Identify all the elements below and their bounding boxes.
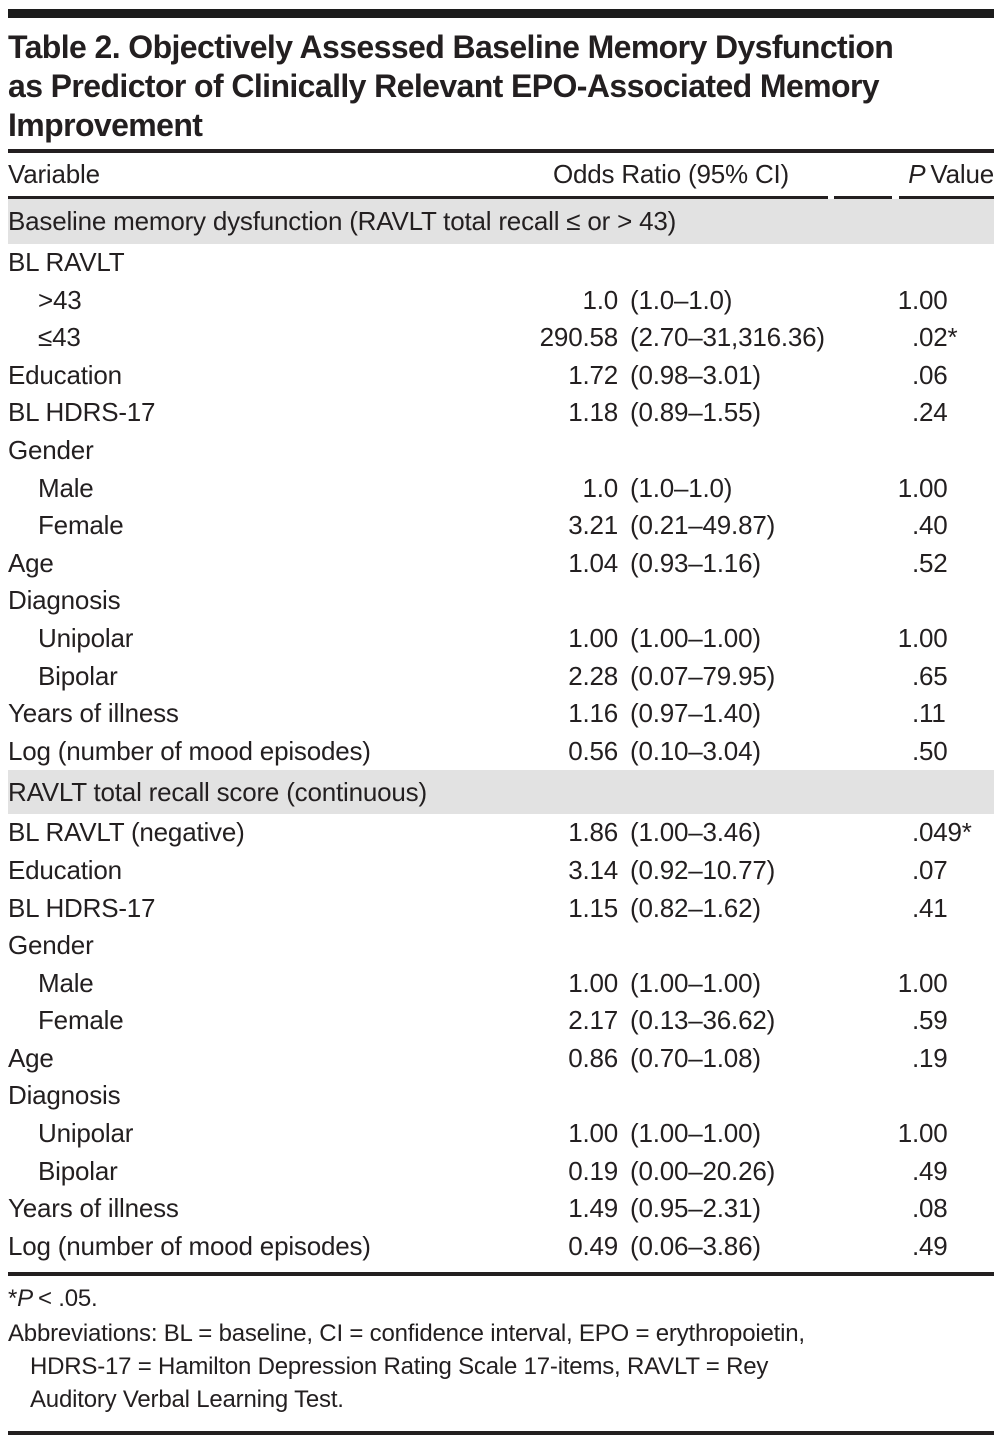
odds-ratio-value: 1.00: [568, 967, 618, 998]
odds-ratio-value: 0.19: [568, 1155, 618, 1186]
confidence-interval-value: (2.70–31,316.36): [630, 322, 825, 353]
table-header-row: [8, 153, 994, 196]
table-row: [8, 357, 994, 395]
odds-ratio-value: 1.16: [568, 698, 618, 729]
confidence-interval-value: (0.93–1.16): [630, 547, 761, 578]
table-row: [8, 927, 994, 965]
table-row: [8, 733, 994, 771]
row-label: BL HDRS-17: [8, 397, 156, 428]
p-value-fraction-part: .00: [912, 1118, 948, 1149]
p-value-fraction-part: .07: [912, 854, 948, 885]
confidence-interval-value: (0.10–3.04): [630, 735, 761, 766]
row-label: Female: [38, 1005, 124, 1036]
row-label: BL RAVLT (negative): [8, 817, 245, 848]
p-value-fraction-part: .00: [912, 284, 948, 315]
confidence-interval-value: (0.95–2.31): [630, 1193, 761, 1224]
p-value-fraction-part: .65: [912, 660, 948, 691]
odds-ratio-value: 1.18: [568, 397, 618, 428]
p-value-integer-part: 1: [897, 1118, 912, 1149]
p-value-integer-part: 1: [897, 284, 912, 315]
odds-ratio-value: [530, 927, 630, 965]
column-header-variable: Variable: [8, 159, 100, 189]
row-label: Diagnosis: [8, 1080, 121, 1111]
row-label: Education: [8, 854, 122, 885]
table-title: Table 2. Objectively Assessed Baseline Memory Dysfunction as Predictor of Clinically Relevant EPO-Associated Memory Improvement: [8, 29, 894, 143]
row-label: Age: [8, 1042, 54, 1073]
odds-ratio-value: 3.14: [568, 854, 618, 885]
row-label: Male: [38, 967, 94, 998]
table-row: [8, 244, 994, 282]
row-label: Log (number of mood episodes): [8, 735, 371, 766]
table-row: [8, 470, 994, 508]
table-row: [8, 394, 994, 432]
p-value-fraction-part: .41: [912, 892, 948, 923]
table-row: [8, 282, 994, 320]
confidence-interval-value: (1.00–1.00): [630, 967, 761, 998]
confidence-interval-value: (0.00–20.26): [630, 1155, 776, 1186]
confidence-interval-value: (0.13–36.62): [630, 1005, 776, 1036]
row-label: >43: [38, 284, 82, 315]
table-row: [8, 814, 994, 852]
table-row: [8, 507, 994, 545]
p-value-fraction-part: .50: [912, 735, 948, 766]
p-value-fraction-part: [912, 432, 994, 470]
confidence-interval-value: (0.21–49.87): [630, 510, 776, 541]
odds-ratio-value: [530, 432, 630, 470]
column-header-p-value: [908, 153, 994, 196]
p-value-label-rest: Value: [930, 159, 994, 189]
table-row: [8, 582, 994, 620]
p-value-fraction-part: .24: [912, 397, 948, 428]
confidence-interval-value: (0.89–1.55): [630, 397, 761, 428]
row-label: ≤43: [38, 322, 81, 353]
table-row: [8, 1115, 994, 1153]
odds-ratio-value: 2.28: [568, 660, 618, 691]
p-value-fraction-part: .49: [912, 1155, 948, 1186]
row-label: Male: [38, 472, 94, 503]
table-row: [8, 1153, 994, 1191]
row-label: BL RAVLT: [8, 247, 125, 277]
column-header-odds-ratio: Odds Ratio (95% CI): [552, 159, 790, 189]
odds-ratio-value: [530, 1077, 630, 1115]
p-value-fraction-part: .49: [912, 1230, 948, 1261]
p-value-fraction-part: [912, 927, 994, 965]
odds-ratio-value: 0.56: [568, 735, 618, 766]
row-label: Diagnosis: [8, 585, 121, 616]
table-row: [8, 1040, 994, 1078]
p-value-fraction-part: .08: [912, 1193, 948, 1224]
table-row: [8, 620, 994, 658]
p-value-fraction-part: .00: [912, 472, 948, 503]
significance-threshold: < .05.: [37, 1285, 98, 1313]
abbreviations-note: Abbreviations: BL = baseline, CI = confidence interval, EPO = erythropoietin, HDRS-17 = Hamilton Depression Rating Scale 17-items, RAVLT = Rey Auditory Verbal Learning Test.: [8, 1320, 805, 1414]
p-value-integer-part: 1: [897, 622, 912, 653]
table-row: [8, 545, 994, 583]
odds-ratio-value: [530, 582, 630, 620]
row-label: Female: [38, 510, 124, 541]
odds-ratio-value: 3.21: [568, 510, 618, 541]
table-row: [8, 1190, 994, 1228]
row-label: Age: [8, 547, 54, 578]
table-row: [8, 1228, 994, 1266]
header-divider-rule: [8, 196, 994, 199]
p-value-fraction-part: [912, 1077, 994, 1115]
odds-ratio-value: 1.49: [568, 1193, 618, 1224]
table-row: [8, 432, 994, 470]
confidence-interval-value: (1.00–1.00): [630, 622, 761, 653]
table-row: [8, 1002, 994, 1040]
odds-ratio-value: [530, 244, 630, 282]
row-label: Years of illness: [8, 1193, 179, 1224]
confidence-interval-value: (0.82–1.62): [630, 892, 761, 923]
p-value-fraction-part: .06: [912, 359, 948, 390]
section-heading-baseline-memory-dysfunction: Baseline memory dysfunction (RAVLT total recall ≤ or > 43): [8, 199, 994, 244]
odds-ratio-value: 2.17: [568, 1005, 618, 1036]
row-label: Gender: [8, 434, 94, 465]
footnotes: [8, 1285, 994, 1416]
confidence-interval-value: (0.97–1.40): [630, 698, 761, 729]
table-row: [8, 319, 994, 357]
odds-ratio-value: 290.58: [539, 322, 618, 353]
row-label: Log (number of mood episodes): [8, 1230, 371, 1261]
top-rule-heavy: [8, 9, 994, 18]
row-label: Bipolar: [38, 1155, 118, 1186]
table-row: [8, 1077, 994, 1115]
p-value-integer-part: 1: [897, 472, 912, 503]
confidence-interval-value: (1.0–1.0): [630, 472, 733, 503]
odds-ratio-value: 1.04: [568, 547, 618, 578]
row-label: Gender: [8, 930, 94, 961]
p-value-fraction-part: .11: [912, 698, 946, 729]
section-rows-2: [8, 814, 994, 1265]
section-rows-1: [8, 244, 994, 770]
p-value-integer-part: 1: [897, 967, 912, 998]
odds-ratio-value: 0.86: [568, 1042, 618, 1073]
table-row: [8, 852, 994, 890]
p-value-fraction-part: .00: [912, 967, 948, 998]
row-label: Unipolar: [38, 622, 134, 653]
confidence-interval-value: (1.00–3.46): [630, 817, 761, 848]
row-label: Unipolar: [38, 1118, 134, 1149]
p-value-fraction-part: [912, 582, 994, 620]
odds-ratio-value: 1.0: [582, 284, 618, 315]
table-bottom-rule: [8, 1272, 994, 1276]
p-value-fraction-part: .40: [912, 510, 948, 541]
odds-ratio-value: 1.00: [568, 1118, 618, 1149]
p-value-fraction-part: .19: [912, 1042, 948, 1073]
confidence-interval-value: (1.0–1.0): [630, 284, 733, 315]
confidence-interval-value: (0.06–3.86): [630, 1230, 761, 1261]
p-value-fraction-part: .02*: [912, 322, 958, 353]
section-heading-ravlt-continuous: RAVLT total recall score (continuous): [8, 770, 994, 814]
odds-ratio-value: 1.72: [568, 359, 618, 390]
p-value-fraction-part: .049*: [912, 817, 972, 848]
row-label: Education: [8, 359, 122, 390]
p-value-fraction-part: .59: [912, 1005, 948, 1036]
confidence-interval-value: (1.00–1.00): [630, 1118, 761, 1149]
table-row: [8, 658, 994, 696]
table-row: [8, 695, 994, 733]
odds-ratio-value: 1.00: [568, 622, 618, 653]
odds-ratio-value: 1.0: [582, 472, 618, 503]
figure-bottom-rule: [8, 1431, 994, 1435]
confidence-interval-value: (0.07–79.95): [630, 660, 776, 691]
p-value-italic-p: P: [908, 159, 926, 189]
odds-ratio-value: 0.49: [568, 1230, 618, 1261]
confidence-interval-value: (0.98–3.01): [630, 359, 761, 390]
row-label: BL HDRS-17: [8, 892, 156, 923]
table-row: [8, 890, 994, 928]
p-value-fraction-part: .00: [912, 622, 948, 653]
asterisk: *: [8, 1285, 18, 1313]
table-row: [8, 965, 994, 1003]
significance-italic-p: P: [17, 1285, 33, 1313]
p-value-fraction-part: [912, 244, 994, 282]
row-label: Bipolar: [38, 660, 118, 691]
confidence-interval-value: (0.70–1.08): [630, 1042, 761, 1073]
odds-ratio-value: 1.15: [568, 892, 618, 923]
significance-note: [8, 1285, 994, 1313]
confidence-interval-value: (0.92–10.77): [630, 854, 776, 885]
row-label: Years of illness: [8, 698, 179, 729]
odds-ratio-value: 1.86: [568, 817, 618, 848]
p-value-fraction-part: .52: [912, 547, 948, 578]
